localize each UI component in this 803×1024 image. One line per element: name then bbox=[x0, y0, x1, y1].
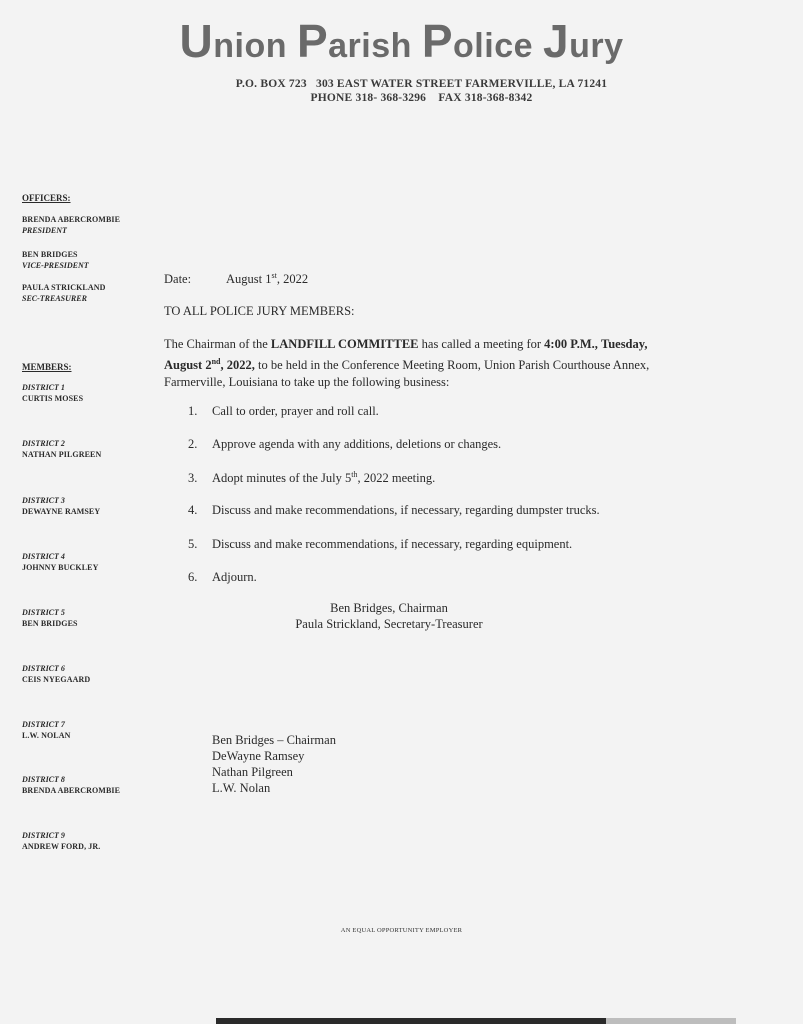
signature-chairman: Ben Bridges, Chairman bbox=[330, 601, 448, 615]
date-prefix: August 1 bbox=[226, 272, 272, 287]
officers-heading: OFFICERS: bbox=[22, 193, 71, 203]
officer-title: VICE-PRESIDENT bbox=[22, 260, 89, 270]
member-entry bbox=[22, 831, 100, 852]
member-name: CEIS NYEGAARD bbox=[22, 674, 91, 684]
agenda-item bbox=[188, 437, 501, 452]
committee-member: L.W. Nolan bbox=[212, 781, 271, 795]
agenda-text-sup: th bbox=[351, 470, 358, 479]
member-district: DISTRICT 2 bbox=[22, 439, 65, 448]
officer-name: BRENDA ABERCROMBIE bbox=[22, 215, 121, 224]
agenda-number: 2. bbox=[188, 437, 198, 451]
date-suffix-sup: st bbox=[271, 271, 277, 280]
agenda-item bbox=[188, 470, 435, 486]
member-district: DISTRICT 7 bbox=[22, 720, 65, 729]
member-name: DEWAYNE RAMSEY bbox=[22, 506, 101, 516]
member-name: CURTIS MOSES bbox=[22, 393, 84, 403]
agenda-text-after: , 2022 meeting. bbox=[357, 471, 436, 486]
officer-title: PRESIDENT bbox=[22, 225, 67, 235]
scan-edge-artifact bbox=[216, 1018, 606, 1024]
agenda-text: Call to order, prayer and roll call. bbox=[212, 404, 379, 418]
member-district: DISTRICT 9 bbox=[22, 831, 65, 840]
officer-entry bbox=[22, 283, 105, 304]
agenda-text: Discuss and make recommendations, if necessary, regarding equipment. bbox=[212, 537, 573, 551]
committee-member: Nathan Pilgreen bbox=[212, 765, 293, 779]
meeting-year: , 2022, bbox=[220, 358, 255, 373]
meeting-day-sup: nd bbox=[211, 357, 221, 366]
org-name-cap-2: P bbox=[296, 15, 329, 67]
member-entry bbox=[22, 496, 100, 517]
member-entry bbox=[22, 608, 78, 629]
meeting-day-text: Tuesday, August 2 bbox=[164, 337, 648, 373]
officer-entry bbox=[22, 215, 120, 236]
member-entry bbox=[22, 383, 83, 404]
committee-name: LANDFILL COMMITTEE bbox=[270, 337, 419, 351]
org-name-cap-1: U bbox=[179, 15, 214, 67]
officer-title: SEC-TREASURER bbox=[22, 293, 87, 303]
intro-text-3: to be held in the Conference Meeting Room, Union Parish Courthouse Annex, Farmerville, Louisiana to take up the following business: bbox=[164, 358, 650, 390]
date-value bbox=[226, 272, 308, 286]
agenda-item bbox=[188, 404, 379, 419]
member-name: BRENDA ABERCROMBIE bbox=[22, 785, 121, 795]
agenda-text: Approve agenda with any additions, deletions or changes. bbox=[212, 437, 502, 451]
member-name: JOHNNY BUCKLEY bbox=[22, 562, 99, 572]
agenda-text: Discuss and make recommendations, if necessary, regarding dumpster trucks. bbox=[212, 503, 600, 517]
member-entry bbox=[22, 775, 120, 796]
officer-name: BEN BRIDGES bbox=[22, 250, 78, 259]
date-label: Date: bbox=[164, 272, 192, 287]
meeting-time: 4:00 P.M., bbox=[544, 337, 598, 351]
signature-secretary: Paula Strickland, Secretary-Treasurer bbox=[295, 617, 483, 631]
member-entry bbox=[22, 664, 90, 685]
agenda-number: 6. bbox=[188, 570, 198, 584]
organization-name bbox=[0, 14, 803, 68]
agenda-text: Adjourn. bbox=[212, 570, 257, 584]
scan-edge-artifact-light bbox=[606, 1018, 736, 1024]
org-name-rest-3: olice bbox=[453, 27, 543, 65]
member-entry bbox=[22, 552, 98, 573]
agenda-number: 3. bbox=[188, 471, 198, 486]
meeting-notice-paragraph bbox=[164, 336, 684, 391]
agenda-item bbox=[188, 503, 600, 518]
mailing-address: P.O. BOX 723 303 EAST WATER STREET FARMERVILLE, LA 71241 bbox=[235, 78, 608, 90]
member-entry bbox=[22, 439, 101, 460]
member-name: L.W. NOLAN bbox=[22, 730, 71, 740]
salutation: TO ALL POLICE JURY MEMBERS: bbox=[164, 304, 355, 318]
member-name: NATHAN PILGREEN bbox=[22, 449, 102, 459]
member-name: ANDREW FORD, JR. bbox=[22, 841, 101, 851]
org-name-cap-3: P bbox=[421, 15, 454, 67]
member-name: BEN BRIDGES bbox=[22, 618, 78, 628]
agenda-number: 1. bbox=[188, 404, 198, 418]
org-name-rest-1: nion bbox=[213, 27, 297, 65]
member-entry bbox=[22, 720, 71, 741]
agenda-number: 4. bbox=[188, 503, 198, 517]
officer-entry bbox=[22, 250, 89, 271]
date-year: , 2022 bbox=[276, 272, 309, 287]
member-district: DISTRICT 4 bbox=[22, 552, 65, 561]
agenda-number: 5. bbox=[188, 537, 198, 551]
agenda-text: Adopt minutes of the July 5 bbox=[212, 471, 352, 486]
committee-member-list bbox=[212, 732, 336, 796]
date-line bbox=[164, 271, 308, 287]
members-heading: MEMBERS: bbox=[22, 362, 72, 372]
org-name-rest-2: arish bbox=[328, 27, 422, 65]
member-district: DISTRICT 8 bbox=[22, 775, 65, 784]
agenda-item bbox=[188, 570, 257, 585]
footer-eoe: AN EQUAL OPPORTUNITY EMPLOYER bbox=[340, 927, 463, 934]
member-district: DISTRICT 5 bbox=[22, 608, 65, 617]
officer-name: PAULA STRICKLAND bbox=[22, 283, 106, 292]
member-district: DISTRICT 3 bbox=[22, 496, 65, 505]
member-district: DISTRICT 1 bbox=[22, 383, 65, 392]
committee-member: Ben Bridges – Chairman bbox=[212, 733, 336, 747]
agenda-item bbox=[188, 537, 572, 552]
org-name-cap-4: J bbox=[542, 15, 570, 67]
org-name-rest-4: ury bbox=[569, 27, 624, 65]
intro-text-2: has called a meeting for bbox=[418, 337, 545, 351]
intro-text-1: The Chairman of the bbox=[164, 337, 271, 351]
committee-member: DeWayne Ramsey bbox=[212, 749, 305, 763]
phone-fax: PHONE 318- 368-3296 FAX 318-368-8342 bbox=[310, 92, 533, 104]
member-district: DISTRICT 6 bbox=[22, 664, 65, 673]
